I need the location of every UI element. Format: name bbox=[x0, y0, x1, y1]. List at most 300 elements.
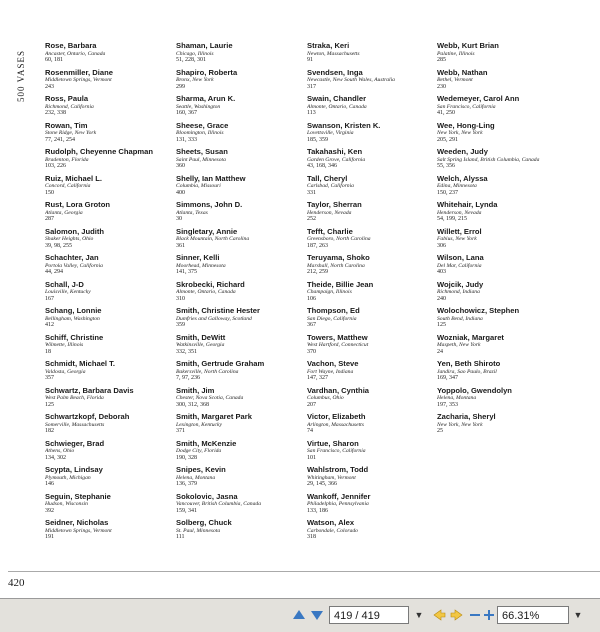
index-entry bbox=[437, 175, 572, 202]
entry-pages: 7, 97, 236 bbox=[176, 375, 200, 382]
index-entry bbox=[307, 360, 442, 387]
entry-name: Virtue, Sharon bbox=[307, 439, 359, 448]
index-entry bbox=[176, 122, 311, 149]
entry-name: Rudolph, Cheyenne Chapman bbox=[45, 148, 154, 156]
entry-place: Bloomington, Illinois bbox=[176, 130, 224, 137]
entry-place: Newcastle, New South Wales, Australia bbox=[307, 77, 395, 84]
index-entry bbox=[45, 413, 180, 440]
entry-place: San Francisco, California bbox=[307, 448, 366, 455]
index-entry bbox=[176, 360, 311, 387]
entry-pages: 287 bbox=[45, 216, 54, 223]
entry-pages: 60, 181 bbox=[45, 57, 63, 64]
entry-pages: 18 bbox=[45, 348, 51, 355]
entry-pages: 185, 359 bbox=[307, 136, 328, 143]
entry-pages: 55, 356 bbox=[437, 163, 455, 170]
index-entry bbox=[307, 69, 442, 96]
entry-pages: 125 bbox=[45, 401, 54, 408]
entry-pages: 317 bbox=[307, 83, 316, 90]
entry-place: Watkinsville, Georgia bbox=[176, 342, 225, 349]
entry-name: Theide, Billie Jean bbox=[307, 280, 374, 289]
index-column-3 bbox=[307, 42, 442, 546]
entry-name: Sokolovic, Jasna bbox=[176, 492, 238, 501]
index-entry bbox=[45, 360, 180, 387]
entry-place: Fort Wayne, Indiana bbox=[307, 368, 354, 375]
entry-pages: 111 bbox=[176, 534, 185, 541]
entry-name: Takahashi, Ken bbox=[307, 148, 363, 156]
entry-pages: 232, 338 bbox=[45, 110, 66, 117]
entry-place: Middletown Springs, Vermont bbox=[45, 527, 112, 534]
entry-pages: 25 bbox=[437, 428, 443, 435]
entry-name: Swain, Chandler bbox=[307, 95, 367, 103]
entry-pages: 29, 145, 366 bbox=[307, 481, 337, 488]
index-entry bbox=[176, 440, 311, 467]
entry-pages: 285 bbox=[437, 57, 446, 64]
page-number: 420 bbox=[8, 577, 25, 589]
entry-place: Saint Paul, Minnesota bbox=[176, 156, 226, 163]
index-entry bbox=[45, 201, 180, 228]
index-entry bbox=[307, 201, 442, 228]
entry-pages: 77, 241, 254 bbox=[45, 136, 75, 143]
index-entry bbox=[45, 254, 180, 281]
index-entry bbox=[307, 95, 442, 122]
index-entry bbox=[176, 387, 311, 414]
entry-name: Singletary, Annie bbox=[176, 227, 238, 236]
entry-pages: 367 bbox=[307, 322, 316, 329]
entry-pages: 361 bbox=[176, 242, 185, 249]
entry-place: New York, New York bbox=[437, 130, 483, 137]
entry-name: Sharma, Arun K. bbox=[176, 95, 236, 103]
entry-place: Carlsbad, California bbox=[307, 183, 354, 190]
zoom-out-icon[interactable] bbox=[469, 607, 481, 623]
index-entry bbox=[176, 95, 311, 122]
entry-place: Atlanta, Georgia bbox=[45, 209, 83, 216]
index-entry bbox=[437, 69, 572, 96]
entry-place: Louisville, Kentucky bbox=[45, 289, 91, 296]
entry-name: Rosenmiller, Diane bbox=[45, 68, 113, 77]
index-entry bbox=[176, 519, 311, 546]
index-entry bbox=[45, 148, 180, 175]
entry-pages: 318 bbox=[307, 534, 316, 541]
index-entry bbox=[45, 122, 180, 149]
entry-place: Del Mar, California bbox=[437, 262, 482, 269]
index-column-2 bbox=[176, 42, 311, 546]
entry-pages: 357 bbox=[45, 375, 54, 382]
index-entry bbox=[307, 122, 442, 149]
index-entry bbox=[307, 254, 442, 281]
entry-place: Bellingham, Washington bbox=[45, 315, 100, 322]
index-entry bbox=[437, 387, 572, 414]
next-view-icon[interactable] bbox=[432, 607, 446, 623]
entry-name: Swanson, Kristen K. bbox=[307, 121, 381, 130]
entry-place: Middletown Springs, Vermont bbox=[45, 77, 112, 84]
entry-name: Victor, Elizabeth bbox=[307, 413, 366, 421]
entry-pages: 160, 367 bbox=[176, 110, 197, 117]
entry-place: Athens, Ohio bbox=[45, 448, 75, 455]
entry-pages: 332, 351 bbox=[176, 348, 197, 355]
entry-name: Webb, Kurt Brian bbox=[437, 42, 499, 50]
entry-name: Willett, Errol bbox=[437, 227, 482, 236]
entry-place: Richmond, Indiana bbox=[437, 289, 480, 296]
entry-place: Dodge City, Florida bbox=[176, 448, 222, 455]
entry-name: Rose, Barbara bbox=[45, 42, 97, 50]
entry-name: Simmons, John D. bbox=[176, 201, 243, 209]
entry-name: Tall, Cheryl bbox=[307, 174, 348, 183]
index-entry bbox=[437, 201, 572, 228]
entry-name: Seguin, Stephanie bbox=[45, 492, 111, 501]
index-entry bbox=[45, 281, 180, 308]
entry-place: Ancaster, Ontario, Canada bbox=[45, 50, 106, 57]
entry-place: Palatine, Illinois bbox=[437, 50, 475, 57]
entry-pages: 400 bbox=[176, 189, 185, 196]
entry-pages: 300, 312, 368 bbox=[176, 401, 209, 408]
entry-name: Teruyama, Shoko bbox=[307, 254, 370, 262]
entry-place: Wilmette, Illinois bbox=[45, 342, 84, 349]
entry-place: South Bend, Indiana bbox=[437, 315, 483, 322]
entry-place: Stone Ridge, New York bbox=[45, 130, 97, 137]
entry-name: Taylor, Sherran bbox=[307, 201, 362, 209]
entry-name: Zacharia, Sheryl bbox=[437, 413, 496, 421]
entry-place: Champaign, Illinois bbox=[307, 289, 352, 296]
entry-pages: 30 bbox=[176, 216, 182, 223]
entry-name: Shapiro, Roberta bbox=[176, 68, 238, 77]
entry-place: Concord, California bbox=[45, 183, 91, 190]
index-entry bbox=[307, 228, 442, 255]
entry-name: Shaman, Laurie bbox=[176, 42, 233, 50]
entry-pages: 240 bbox=[437, 295, 446, 302]
index-entry bbox=[307, 413, 442, 440]
entry-place: Bakersville, North Carolina bbox=[176, 368, 239, 375]
entry-place: Lovettsville, Virginia bbox=[307, 130, 354, 137]
entry-place: Black Mountain, North Carolina bbox=[176, 236, 250, 243]
entry-name: Sheets, Susan bbox=[176, 148, 228, 156]
entry-pages: 136, 379 bbox=[176, 481, 197, 488]
index-entry bbox=[176, 466, 311, 493]
entry-place: San Diego, California bbox=[307, 315, 357, 322]
entry-place: Hudson, Wisconsin bbox=[45, 501, 88, 508]
entry-place: Garden Grove, California bbox=[307, 156, 366, 163]
entry-place: New York, New York bbox=[437, 421, 483, 428]
entry-place: Helena, Montana bbox=[176, 474, 216, 481]
entry-place: Chicago, Illinois bbox=[176, 50, 214, 57]
index-entry bbox=[176, 334, 311, 361]
entry-pages: 91 bbox=[307, 57, 313, 64]
index-entry bbox=[45, 95, 180, 122]
index-entry bbox=[437, 254, 572, 281]
index-entry bbox=[307, 42, 442, 69]
index-entry bbox=[437, 122, 572, 149]
entry-pages: 150 bbox=[45, 189, 54, 196]
entry-place: St. Paul, Minnesota bbox=[176, 527, 221, 534]
entry-pages: 371 bbox=[176, 428, 185, 435]
entry-pages: 101 bbox=[307, 454, 316, 461]
entry-name: Yen, Beth Shiroto bbox=[437, 360, 501, 368]
entry-pages: 169, 347 bbox=[437, 375, 458, 382]
entry-place: Somerville, Massachusetts bbox=[45, 421, 105, 428]
index-entry bbox=[437, 360, 572, 387]
entry-pages: 113 bbox=[307, 110, 316, 117]
entry-place: Chester, Nova Scotia, Canada bbox=[176, 395, 244, 402]
entry-pages: 125 bbox=[437, 322, 446, 329]
entry-pages: 191 bbox=[45, 534, 54, 541]
entry-name: Wojcik, Judy bbox=[437, 280, 484, 289]
entry-name: Wedemeyer, Carol Ann bbox=[437, 95, 520, 103]
dropdown-icon[interactable]: ▼ bbox=[414, 610, 424, 620]
entry-name: Whitehair, Lynda bbox=[437, 201, 498, 209]
entry-pages: 146 bbox=[45, 481, 54, 488]
entry-place: Whitingham, Vermont bbox=[307, 474, 356, 481]
page-number-input[interactable]: 419 / 419 bbox=[329, 606, 409, 624]
index-entry bbox=[176, 228, 311, 255]
entry-name: Ruiz, Michael L. bbox=[45, 174, 102, 183]
entry-name: Straka, Keri bbox=[307, 42, 350, 50]
entry-place: Columbia, Missouri bbox=[176, 183, 221, 190]
entry-place: Almonte, Ontario, Canada bbox=[176, 289, 236, 296]
entry-pages: 150, 237 bbox=[437, 189, 458, 196]
index-entry bbox=[176, 281, 311, 308]
entry-pages: 370 bbox=[307, 348, 316, 355]
entry-pages: 403 bbox=[437, 269, 446, 276]
entry-pages: 167 bbox=[45, 295, 54, 302]
index-entry bbox=[45, 228, 180, 255]
index-entry bbox=[307, 519, 442, 546]
entry-place: Arlington, Massachusetts bbox=[307, 421, 364, 428]
index-entry bbox=[176, 69, 311, 96]
entry-place: West Hartford, Connecticut bbox=[307, 342, 369, 349]
index-entry bbox=[437, 42, 572, 69]
entry-name: Snipes, Kevin bbox=[176, 466, 226, 474]
entry-pages: 252 bbox=[307, 216, 316, 223]
entry-place: Atlanta, Texas bbox=[176, 209, 208, 216]
entry-name: Schwartzkopf, Deborah bbox=[45, 413, 130, 421]
entry-pages: 131, 333 bbox=[176, 136, 197, 143]
entry-pages: 412 bbox=[45, 322, 54, 329]
entry-pages: 24 bbox=[437, 348, 443, 355]
entry-place: Bradenton, Florida bbox=[45, 156, 89, 163]
entry-pages: 44, 294 bbox=[45, 269, 63, 276]
zoom-level-input[interactable]: 66.31% bbox=[497, 606, 569, 624]
entry-name: Rowan, Tim bbox=[45, 121, 88, 130]
index-entry bbox=[45, 493, 180, 520]
entry-name: Wee, Hong-Ling bbox=[437, 121, 495, 130]
entry-name: Welch, Alyssa bbox=[437, 174, 488, 183]
entry-place: Philadelphia, Pennsylvania bbox=[307, 501, 369, 508]
entry-pages: 141, 375 bbox=[176, 269, 197, 276]
index-entry bbox=[307, 493, 442, 520]
entry-name: Wolochowicz, Stephen bbox=[437, 307, 520, 315]
index-entry bbox=[45, 69, 180, 96]
index-entry bbox=[45, 175, 180, 202]
index-entry bbox=[45, 42, 180, 69]
entry-place: West Palm Beach, Florida bbox=[45, 395, 104, 402]
entry-place: Carbondale, Colorado bbox=[307, 527, 358, 534]
entry-pages: 207 bbox=[307, 401, 316, 408]
entry-name: Schwieger, Brad bbox=[45, 439, 105, 448]
entry-name: Sinner, Kelli bbox=[176, 254, 220, 262]
entry-pages: 205, 291 bbox=[437, 136, 458, 143]
index-entry bbox=[176, 493, 311, 520]
entry-name: Wahlstrom, Todd bbox=[307, 466, 369, 474]
entry-place: Marshall, North Carolina bbox=[307, 262, 365, 269]
index-column-1 bbox=[45, 42, 180, 546]
index-entry bbox=[45, 440, 180, 467]
entry-pages: 134, 302 bbox=[45, 454, 66, 461]
entry-pages: 331 bbox=[307, 189, 316, 196]
entry-place: Fabius, New York bbox=[437, 236, 477, 243]
index-entry bbox=[307, 387, 442, 414]
book-title: 500 VASES bbox=[16, 50, 26, 102]
entry-name: Watson, Alex bbox=[307, 519, 355, 527]
entry-place: Henderson, Nevada bbox=[437, 209, 482, 216]
entry-pages: 392 bbox=[45, 507, 54, 514]
index-entry bbox=[307, 334, 442, 361]
entry-name: Thompson, Ed bbox=[307, 307, 360, 315]
entry-place: Moorhead, Minnesota bbox=[176, 262, 226, 269]
index-entry bbox=[176, 42, 311, 69]
entry-pages: 243 bbox=[45, 83, 54, 90]
entry-name: Smith, McKenzie bbox=[176, 439, 237, 448]
entry-place: Henderson, Nevada bbox=[307, 209, 352, 216]
index-entry bbox=[437, 281, 572, 308]
entry-place: Dumfries and Galloway, Scotland bbox=[176, 315, 252, 322]
entry-name: Schall, J-D bbox=[45, 280, 84, 289]
index-entry bbox=[176, 254, 311, 281]
entry-name: Smith, Jim bbox=[176, 386, 215, 395]
entry-place: Bethel, Vermont bbox=[437, 77, 473, 84]
entry-place: Valdosta, Georgia bbox=[45, 368, 86, 375]
entry-place: Shaker Heights, Ohio bbox=[45, 236, 94, 243]
index-entry bbox=[437, 228, 572, 255]
entry-name: Smith, Christine Hester bbox=[176, 307, 260, 315]
index-entry bbox=[307, 281, 442, 308]
index-entry bbox=[307, 466, 442, 493]
index-entry bbox=[437, 334, 572, 361]
entry-name: Ross, Paula bbox=[45, 95, 89, 103]
zoom-in-icon[interactable] bbox=[483, 607, 495, 623]
index-entry bbox=[45, 334, 180, 361]
entry-place: Jandira, Sao Paulo, Brazil bbox=[437, 368, 497, 375]
entry-place: Greensboro, North Carolina bbox=[307, 236, 371, 243]
entry-place: Edina, Minnesota bbox=[437, 183, 477, 190]
page-down-icon[interactable] bbox=[310, 607, 324, 623]
entry-name: Rust, Lora Groton bbox=[45, 201, 110, 209]
entry-place: Salt Spring Island, British Columbia, Canada bbox=[437, 156, 540, 163]
entry-place: Portola Valley, California bbox=[45, 262, 103, 269]
index-entry bbox=[307, 175, 442, 202]
entry-place: Vancouver, British Columbia, Canada bbox=[176, 501, 261, 508]
index-entry bbox=[45, 307, 180, 334]
entry-name: Skrobecki, Richard bbox=[176, 280, 245, 289]
entry-pages: 147, 327 bbox=[307, 375, 328, 382]
entry-place: Seattle, Washington bbox=[176, 103, 221, 110]
entry-name: Wankoff, Jennifer bbox=[307, 492, 371, 501]
entry-name: Schiff, Christine bbox=[45, 333, 104, 342]
entry-place: Helena, Montana bbox=[437, 395, 477, 402]
entry-place: Plymouth, Michigan bbox=[45, 474, 91, 481]
index-entry bbox=[176, 413, 311, 440]
spine-header bbox=[14, 38, 28, 118]
entry-place: San Francisco, California bbox=[437, 103, 496, 110]
entry-pages: 39, 98, 255 bbox=[45, 242, 72, 249]
entry-pages: 360 bbox=[176, 163, 185, 170]
index-entry bbox=[307, 148, 442, 175]
entry-pages: 187, 263 bbox=[307, 242, 328, 249]
entry-name: Wilson, Lana bbox=[437, 254, 484, 262]
entry-pages: 74 bbox=[307, 428, 313, 435]
entry-name: Wozniak, Margaret bbox=[437, 333, 504, 342]
pdf-viewer-toolbar bbox=[0, 598, 600, 632]
entry-pages: 43, 168, 346 bbox=[307, 163, 337, 170]
entry-place: Almonte, Ontario, Canada bbox=[307, 103, 367, 110]
index-entry bbox=[45, 387, 180, 414]
index-entry bbox=[45, 519, 180, 546]
entry-pages: 190, 328 bbox=[176, 454, 197, 461]
entry-name: Smith, Gertrude Graham bbox=[176, 360, 265, 368]
dropdown-icon[interactable]: ▼ bbox=[573, 610, 583, 620]
entry-name: Schwartz, Barbara Davis bbox=[45, 386, 134, 395]
entry-pages: 230 bbox=[437, 83, 446, 90]
index-entry bbox=[307, 440, 442, 467]
index-entry bbox=[437, 148, 572, 175]
index-entry bbox=[437, 413, 572, 440]
entry-name: Tefft, Charlie bbox=[307, 227, 353, 236]
entry-pages: 197, 353 bbox=[437, 401, 458, 408]
entry-name: Seidner, Nicholas bbox=[45, 519, 109, 527]
entry-place: Newton, Massachusetts bbox=[307, 50, 360, 57]
index-entry bbox=[176, 148, 311, 175]
entry-pages: 103, 226 bbox=[45, 163, 66, 170]
entry-name: Smith, Margaret Park bbox=[176, 413, 252, 421]
entry-pages: 133, 186 bbox=[307, 507, 328, 514]
entry-name: Schmidt, Michael T. bbox=[45, 360, 116, 368]
entry-pages: 306 bbox=[437, 242, 446, 249]
index-entry bbox=[437, 307, 572, 334]
entry-name: Scypta, Lindsay bbox=[45, 466, 103, 474]
entry-name: Towers, Matthew bbox=[307, 333, 368, 342]
entry-place: Bronx, New York bbox=[176, 77, 214, 84]
entry-name: Weeden, Judy bbox=[437, 148, 488, 156]
entry-pages: 54, 199, 215 bbox=[437, 216, 467, 223]
index-entry bbox=[176, 201, 311, 228]
entry-name: Vachon, Steve bbox=[307, 360, 359, 368]
entry-name: Salomon, Judith bbox=[45, 227, 105, 236]
entry-pages: 51, 228, 301 bbox=[176, 57, 206, 64]
entry-place: Maspeth, New York bbox=[437, 342, 481, 349]
index-entry bbox=[307, 307, 442, 334]
entry-name: Yoppolo, Gwendolyn bbox=[437, 386, 512, 395]
entry-name: Shelly, Ian Matthew bbox=[176, 174, 246, 183]
index-column-4 bbox=[437, 42, 572, 440]
entry-name: Schachter, Jan bbox=[45, 254, 99, 262]
entry-pages: 106 bbox=[307, 295, 316, 302]
entry-pages: 41, 250 bbox=[437, 110, 455, 117]
entry-place: Lexington, Kentucky bbox=[176, 421, 222, 428]
entry-pages: 310 bbox=[176, 295, 185, 302]
index-entry bbox=[45, 466, 180, 493]
entry-name: Svendsen, Inga bbox=[307, 68, 363, 77]
page-up-icon[interactable] bbox=[292, 607, 306, 623]
previous-view-icon[interactable] bbox=[450, 607, 464, 623]
index-entry bbox=[176, 175, 311, 202]
entry-name: Schang, Lonnie bbox=[45, 307, 102, 315]
entry-place: Columbus, Ohio bbox=[307, 395, 344, 402]
entry-pages: 299 bbox=[176, 83, 185, 90]
index-entry bbox=[176, 307, 311, 334]
entry-place: Richmond, California bbox=[45, 103, 94, 110]
entry-name: Sheese, Grace bbox=[176, 121, 229, 130]
footer-rule bbox=[8, 571, 600, 572]
entry-pages: 359 bbox=[176, 322, 185, 329]
entry-pages: 159, 341 bbox=[176, 507, 197, 514]
